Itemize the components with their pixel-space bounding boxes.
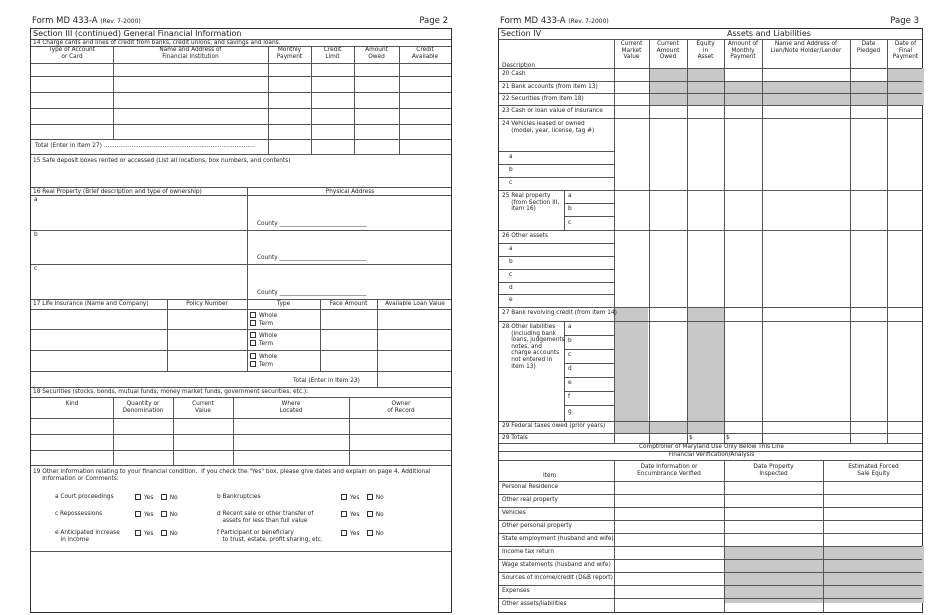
policy-1-type: Whole Term bbox=[250, 312, 277, 327]
property-a: a bbox=[34, 197, 38, 203]
vrow-other-real-property: Other real property bbox=[502, 497, 558, 503]
property-b: b bbox=[34, 232, 38, 238]
whole-checkbox[interactable] bbox=[250, 332, 256, 338]
form-number: Form MD 433-A (Rev. 7-2000) bbox=[32, 16, 141, 26]
vrow-state-employment: State employment (husband and wife) bbox=[502, 536, 614, 542]
vrow-sources-of-income: Sources of income/credit (D&B report) bbox=[502, 575, 613, 581]
col-owner-of-record: Owner of Record bbox=[387, 401, 415, 414]
no-checkbox[interactable] bbox=[161, 511, 167, 517]
financial-verification-title: Financial Verification/Analysis bbox=[668, 452, 755, 458]
row-26-a: a bbox=[509, 246, 513, 252]
row-26-d: d bbox=[509, 285, 513, 291]
vrow-other-personal-property: Other personal property bbox=[502, 523, 572, 529]
yn-a: Yes No bbox=[135, 494, 178, 502]
section-iv: Section IV bbox=[501, 29, 542, 38]
row-28-b: b bbox=[568, 338, 572, 344]
col-current-value: Current Value bbox=[192, 401, 214, 414]
row-28-g: g bbox=[568, 409, 572, 415]
col-credit-available: Credit Available bbox=[411, 47, 439, 60]
row-28-e: e bbox=[568, 380, 572, 386]
yes-checkbox[interactable] bbox=[341, 511, 347, 517]
row-21-bank-accounts: 21 Bank accounts (from item 13) bbox=[502, 84, 598, 90]
yn-d: Yes No bbox=[341, 511, 384, 519]
page-number: Page 2 bbox=[419, 16, 448, 26]
yes-checkbox[interactable] bbox=[135, 494, 141, 500]
row-28-a: a bbox=[568, 324, 572, 330]
col-date-pledged: Date Pledged bbox=[856, 41, 881, 54]
col-type: Type bbox=[276, 301, 291, 307]
row-26-b: b bbox=[509, 259, 513, 265]
vrow-vehicles: Vehicles bbox=[502, 510, 526, 516]
row-28-c: c bbox=[568, 352, 572, 358]
item-16-label: 16 Real Property (Brief description and type of ownership) bbox=[33, 189, 202, 195]
col-available-loan-value: Available Loan Value bbox=[385, 301, 445, 307]
vrow-expenses: Expenses bbox=[502, 588, 530, 594]
row-24-b: b bbox=[509, 167, 513, 173]
row-26-other-assets: 26 Other assets bbox=[502, 233, 548, 239]
term-checkbox[interactable] bbox=[250, 361, 256, 367]
row-28-f: f bbox=[568, 394, 571, 400]
row-28-other-liabilities: 28 Other liabilities (including bank loans, judgements notes, and charge accounts not entered in item 13) bbox=[502, 324, 565, 370]
comptroller-use-only: Comptroller of Maryland Use Only Below This Line bbox=[638, 444, 784, 450]
col-face-amount: Face Amount bbox=[329, 301, 368, 307]
no-checkbox[interactable] bbox=[367, 530, 373, 536]
row-22-securities: 22 Securities (from item 18) bbox=[502, 96, 584, 102]
term-checkbox[interactable] bbox=[250, 340, 256, 346]
q-recent-sale: d Recent sale or other transfer of assets for less than full value bbox=[217, 511, 314, 524]
yn-b: Yes No bbox=[341, 494, 384, 502]
row-28-d: d bbox=[568, 366, 572, 372]
vcol-date-verified: Date Information or Encumbrance Verified bbox=[637, 464, 701, 477]
row-20-cash: 20 Cash bbox=[502, 71, 526, 77]
page-3 bbox=[498, 14, 923, 613]
row-26-c: c bbox=[509, 272, 513, 278]
vrow-wage-statements: Wage statements (husband and wife) bbox=[502, 562, 611, 568]
item-15-label: 15 Safe deposit boxes rented or accessed (List all locations, box numbers, and contents) bbox=[33, 158, 291, 164]
item-19-label: 19 Other information relating to your financial condition. If you check the "Yes" box, please give dates and explain on page 4, Additional Information or Comments: bbox=[33, 469, 431, 482]
page-2-form bbox=[30, 28, 452, 613]
county-a: County ______________________________ bbox=[257, 221, 367, 227]
row-27-revolving-credit: 27 Bank revolving credit (from item 14) bbox=[502, 310, 617, 316]
page-3-form bbox=[498, 28, 923, 613]
q-repossessions: c Repossessions bbox=[55, 511, 103, 517]
col-monthly-payment: Amount of Monthly Payment bbox=[727, 41, 759, 61]
yes-checkbox[interactable] bbox=[135, 530, 141, 536]
vcol-date-inspected: Date Property Inspected bbox=[753, 464, 794, 477]
col-monthly-payment: Monthly Payment bbox=[276, 47, 303, 60]
q-participant-beneficiary: f Participant or beneficiary to trust, estate, profit sharing, etc. bbox=[217, 530, 323, 543]
item-14-label: 14 Charge cards and lines of credit from banks, credit unions, and savings and loans. bbox=[33, 40, 281, 46]
col-financial-institution: Name and Address of Financial Institution bbox=[159, 47, 222, 60]
col-quantity: Quantity or Denomination bbox=[122, 401, 164, 414]
row-24-c: c bbox=[509, 180, 513, 186]
item-17-total: Total (Enter in Item 23) bbox=[293, 378, 360, 384]
row-25-a: a bbox=[568, 193, 572, 199]
vcol-forced-sale-equity: Estimated Forced Sale Equity bbox=[848, 464, 899, 477]
policy-2-type: Whole Term bbox=[250, 332, 277, 347]
col-where-located: Where Located bbox=[279, 401, 303, 414]
no-checkbox[interactable] bbox=[161, 530, 167, 536]
col-equity-in-asset: Equity in Asset bbox=[696, 41, 715, 61]
yes-checkbox[interactable] bbox=[341, 494, 347, 500]
assets-liabilities-title: Assets and Liabilities bbox=[727, 29, 811, 38]
item-16-physical-address: Physical Address bbox=[325, 189, 375, 195]
no-checkbox[interactable] bbox=[367, 494, 373, 500]
item-17-label: 17 Life Insurance (Name and Company) bbox=[33, 301, 149, 307]
county-b: County ______________________________ bbox=[257, 255, 367, 261]
no-checkbox[interactable] bbox=[367, 511, 373, 517]
row-25-c: c bbox=[568, 220, 572, 226]
vrow-personal-residence: Personal Residence bbox=[502, 484, 559, 490]
col-kind: Kind bbox=[65, 401, 79, 407]
yn-c: Yes No bbox=[135, 511, 178, 519]
page-number: Page 3 bbox=[890, 16, 919, 26]
totals-dollar-equity: $ bbox=[689, 435, 693, 441]
row-25-b: b bbox=[568, 206, 572, 212]
yn-e: Yes No bbox=[135, 530, 178, 538]
no-checkbox[interactable] bbox=[161, 494, 167, 500]
col-amount-owed: Amount Owed bbox=[365, 47, 388, 60]
page-2-header bbox=[30, 14, 452, 28]
col-description: Description bbox=[502, 63, 536, 69]
property-c: c bbox=[34, 266, 38, 272]
form-number: Form MD 433-A (Rev. 7-2000) bbox=[500, 16, 609, 26]
row-26-e: e bbox=[509, 297, 513, 303]
item-14-total: Total (Enter in Item 27) .................................................................................. bbox=[35, 143, 255, 149]
row-23-insurance: 23 Cash or loan value of insurance bbox=[502, 108, 603, 114]
yes-checkbox[interactable] bbox=[341, 530, 347, 536]
col-current-market-value: Current Market Value bbox=[620, 41, 643, 61]
col-credit-limit: Credit Limit bbox=[323, 47, 342, 60]
whole-checkbox[interactable] bbox=[250, 312, 256, 318]
vrow-other-assets-liabilities: Other assets/liabilities bbox=[502, 601, 567, 607]
vrow-income-tax-return: Income tax return bbox=[502, 549, 554, 555]
county-c: County ______________________________ bbox=[257, 290, 367, 296]
row-24-vehicles: 24 Vehicles leased or owned (model, year, license, tag #) bbox=[502, 121, 595, 134]
row-29-federal-taxes: 29 Federal taxes owed (prior years) bbox=[502, 423, 606, 429]
col-lien-holder: Name and Address of Lien/Note Holder/Lender bbox=[770, 41, 842, 54]
col-policy-number: Policy Number bbox=[186, 301, 228, 307]
q-anticipated-increase: e Anticipated increase in income bbox=[55, 530, 120, 543]
policy-3-type: Whole Term bbox=[250, 353, 277, 368]
col-date-final-payment: Date of Final Payment bbox=[892, 41, 919, 61]
term-checkbox[interactable] bbox=[250, 320, 256, 326]
section-title: Section III (continued) General Financial Information bbox=[33, 29, 242, 38]
page-2 bbox=[30, 14, 452, 613]
totals-dollar-payment: $ bbox=[726, 435, 730, 441]
q-court-proceedings: a Court proceedings bbox=[55, 494, 114, 500]
item-18-label: 18 Securities (stocks, bonds, mutual funds, money market funds, government securities, etc.): bbox=[33, 389, 309, 395]
row-29-totals: 29 Totals bbox=[502, 435, 528, 441]
row-25-real-property: 25 Real property (from Section III, item 16) bbox=[502, 193, 560, 213]
vcol-item: Item bbox=[543, 473, 557, 479]
yes-checkbox[interactable] bbox=[135, 511, 141, 517]
row-24-a: a bbox=[509, 154, 513, 160]
whole-checkbox[interactable] bbox=[250, 353, 256, 359]
q-bankruptcies: b Bankruptcies bbox=[217, 494, 261, 500]
yn-f: Yes No bbox=[341, 530, 384, 538]
col-type-of-account: Type of Account or Card bbox=[49, 47, 95, 60]
col-current-amount-owed: Current Amount Owed bbox=[656, 41, 680, 61]
page-3-header bbox=[498, 14, 923, 28]
